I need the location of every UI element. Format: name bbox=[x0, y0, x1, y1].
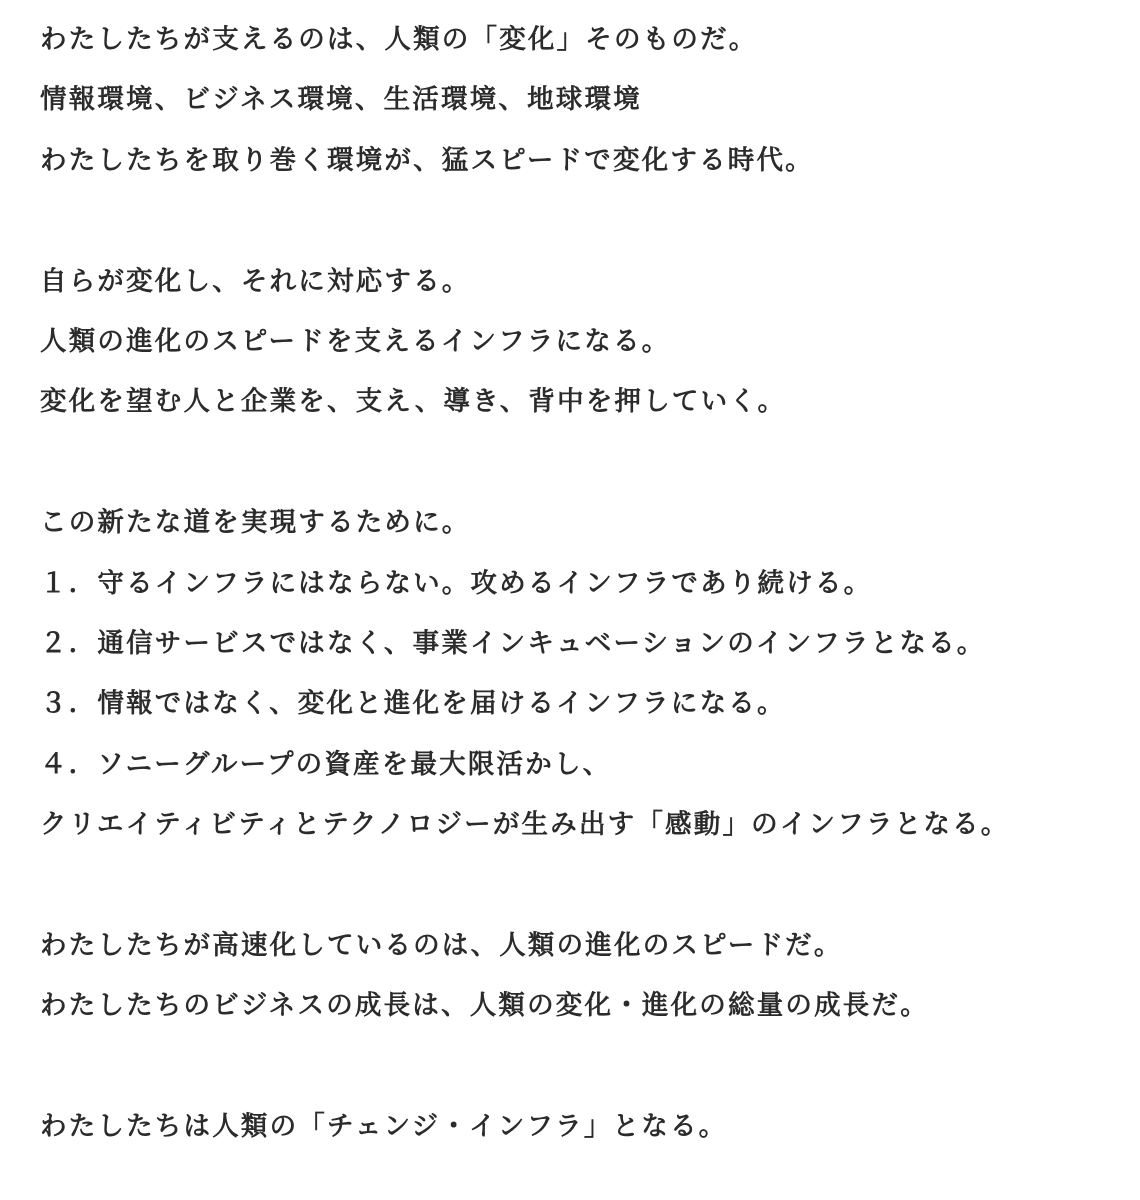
statement-line-9: この新たな道を実現するために。 bbox=[40, 507, 471, 539]
statement-line-2: 情報環境、ビジネス環境、生活環境、地球環境 bbox=[40, 84, 642, 116]
principle-item-4: ４．ソニーグループの資産を最大限活かし、 bbox=[40, 748, 612, 780]
statement-line-5: 自らが変化し、それに対応する。 bbox=[40, 265, 471, 297]
statement-line-17: わたしたちのビジネスの成長は、人類の変化・進化の総量の成長だ。 bbox=[40, 990, 929, 1022]
paragraph-spacer bbox=[40, 197, 1132, 257]
principle-item-3: ３．情報ではなく、変化と進化を届けるインフラになる。 bbox=[40, 688, 786, 720]
paragraph-spacer bbox=[40, 861, 1132, 921]
principle-item-2: ２．通信サービスではなく、事業インキュベーションのインフラとなる。 bbox=[40, 627, 986, 659]
statement-line-7: 変化を望む人と企業を、支え、導き、背中を押していく。 bbox=[40, 386, 787, 418]
principle-item-4-continued: クリエイティビティとテクノロジーが生み出す「感動」のインフラとなる。 bbox=[40, 809, 1010, 841]
paragraph-spacer bbox=[40, 1043, 1132, 1103]
statement-line-1: わたしたちが支えるのは、人類の「変化」そのものだ。 bbox=[40, 24, 758, 55]
principle-item-1: １．守るインフラにはならない。攻めるインフラであり続ける。 bbox=[40, 567, 873, 599]
statement-line-3: わたしたちを取り巻く環境が、猛スピードで変化する時代。 bbox=[40, 144, 814, 176]
statement-line-16: わたしたちが高速化しているのは、人類の進化のスピードだ。 bbox=[40, 929, 843, 961]
closing-line: わたしたちは人類の「チェンジ・インフラ」となる。 bbox=[40, 1111, 728, 1143]
statement-line-6: 人類の進化のスピードを支えるインフラになる。 bbox=[40, 325, 671, 357]
statement-document bbox=[40, 16, 1132, 1163]
paragraph-spacer bbox=[40, 439, 1132, 499]
